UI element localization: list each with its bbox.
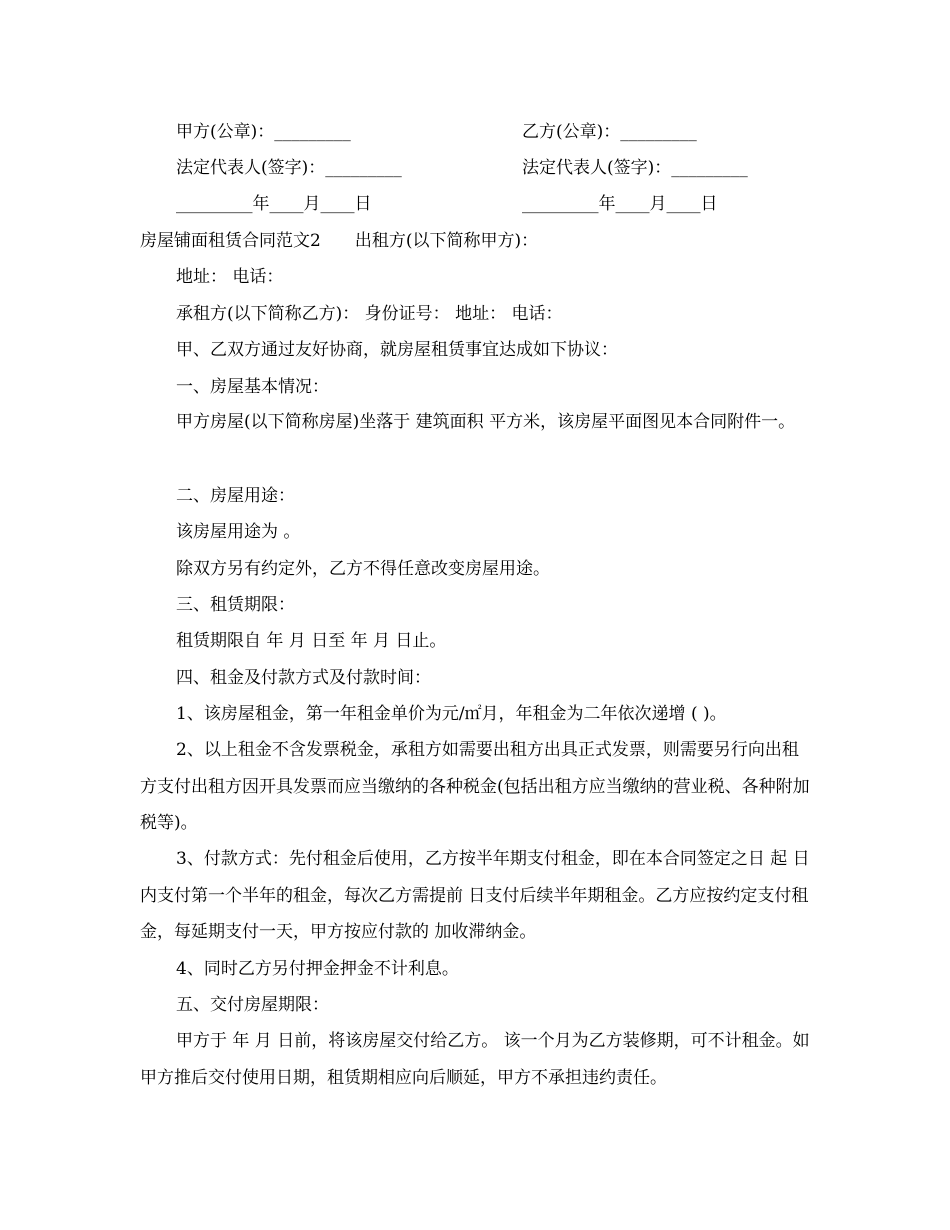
section-2-title: 二、房屋用途： <box>176 486 295 506</box>
lessee-line: 承租方(以下简称乙方)： 身份证号： 地址： 电话： <box>176 304 563 324</box>
section-5-body: 甲方于 年 月 日前，将该房屋交付给乙方。 该一个月为乙方装修期，可不计租金。如甲方推后交付使用日期，租赁期相应向后顺延，甲方不承担违约责任。 <box>140 1031 810 1088</box>
section-5-title: 五、交付房屋期限： <box>176 995 329 1015</box>
section-4-paragraph-1: 1、该房屋租金，第一年租金单价为元/㎡月，年租金为二年依次递增 ( )。 <box>176 704 727 724</box>
section-4-paragraph-2: 2、以上租金不含发票税金，承租方如需要出租方出具正式发票，则需要另行向出租方支付出租方因开具发票而应当缴纳的各种税金(包括出租方应当缴纳的营业税、各种附加税等)。 <box>140 740 810 833</box>
party-b-representative-line: 法定代表人(签字)：_________ <box>522 158 748 178</box>
section-4-paragraph-3: 3、付款方式：先付租金后使用，乙方按半年期支付租金，即在本合同签定之日 起 日内支付第一个半年的租金，每次乙方需提前 日支付后续半年期租金。乙方应按约定支付租金，每延期支付一天，甲方按应付款的 加收滞纳金。 <box>140 849 810 942</box>
party-a-representative-line: 法定代表人(签字)：_________ <box>176 158 402 178</box>
party-b-date-line: _________年____月____日 <box>522 194 718 214</box>
party-b-seal-line: 乙方(公章)：_________ <box>522 122 697 142</box>
section-3-body: 租赁期限自 年 月 日至 年 月 日止。 <box>176 631 447 651</box>
section-4-paragraph-4: 4、同时乙方另付押金押金不计利息。 <box>176 959 459 979</box>
agreement-line: 甲、乙双方通过友好协商，就房屋租赁事宜达成如下协议： <box>176 340 618 360</box>
party-a-seal-line: 甲方(公章)：_________ <box>176 122 351 142</box>
section-1-title: 一、房屋基本情况： <box>176 377 329 397</box>
section-2-body-2: 除双方另有约定外，乙方不得任意改变房屋用途。 <box>176 559 550 579</box>
party-a-date-line: _________年____月____日 <box>176 194 372 214</box>
document-heading: 房屋铺面租赁合同范文2 出租方(以下简称甲方)： <box>140 231 539 251</box>
section-4-title: 四、租金及付款方式及付款时间： <box>176 668 431 688</box>
section-3-title: 三、租赁期限： <box>176 595 295 615</box>
section-1-body: 甲方房屋(以下简称房屋)坐落于 建筑面积 平方米，该房屋平面图见本合同附件一。 <box>176 412 796 432</box>
address-phone-line: 地址： 电话： <box>176 267 284 287</box>
section-2-body-1: 该房屋用途为 。 <box>176 522 301 542</box>
